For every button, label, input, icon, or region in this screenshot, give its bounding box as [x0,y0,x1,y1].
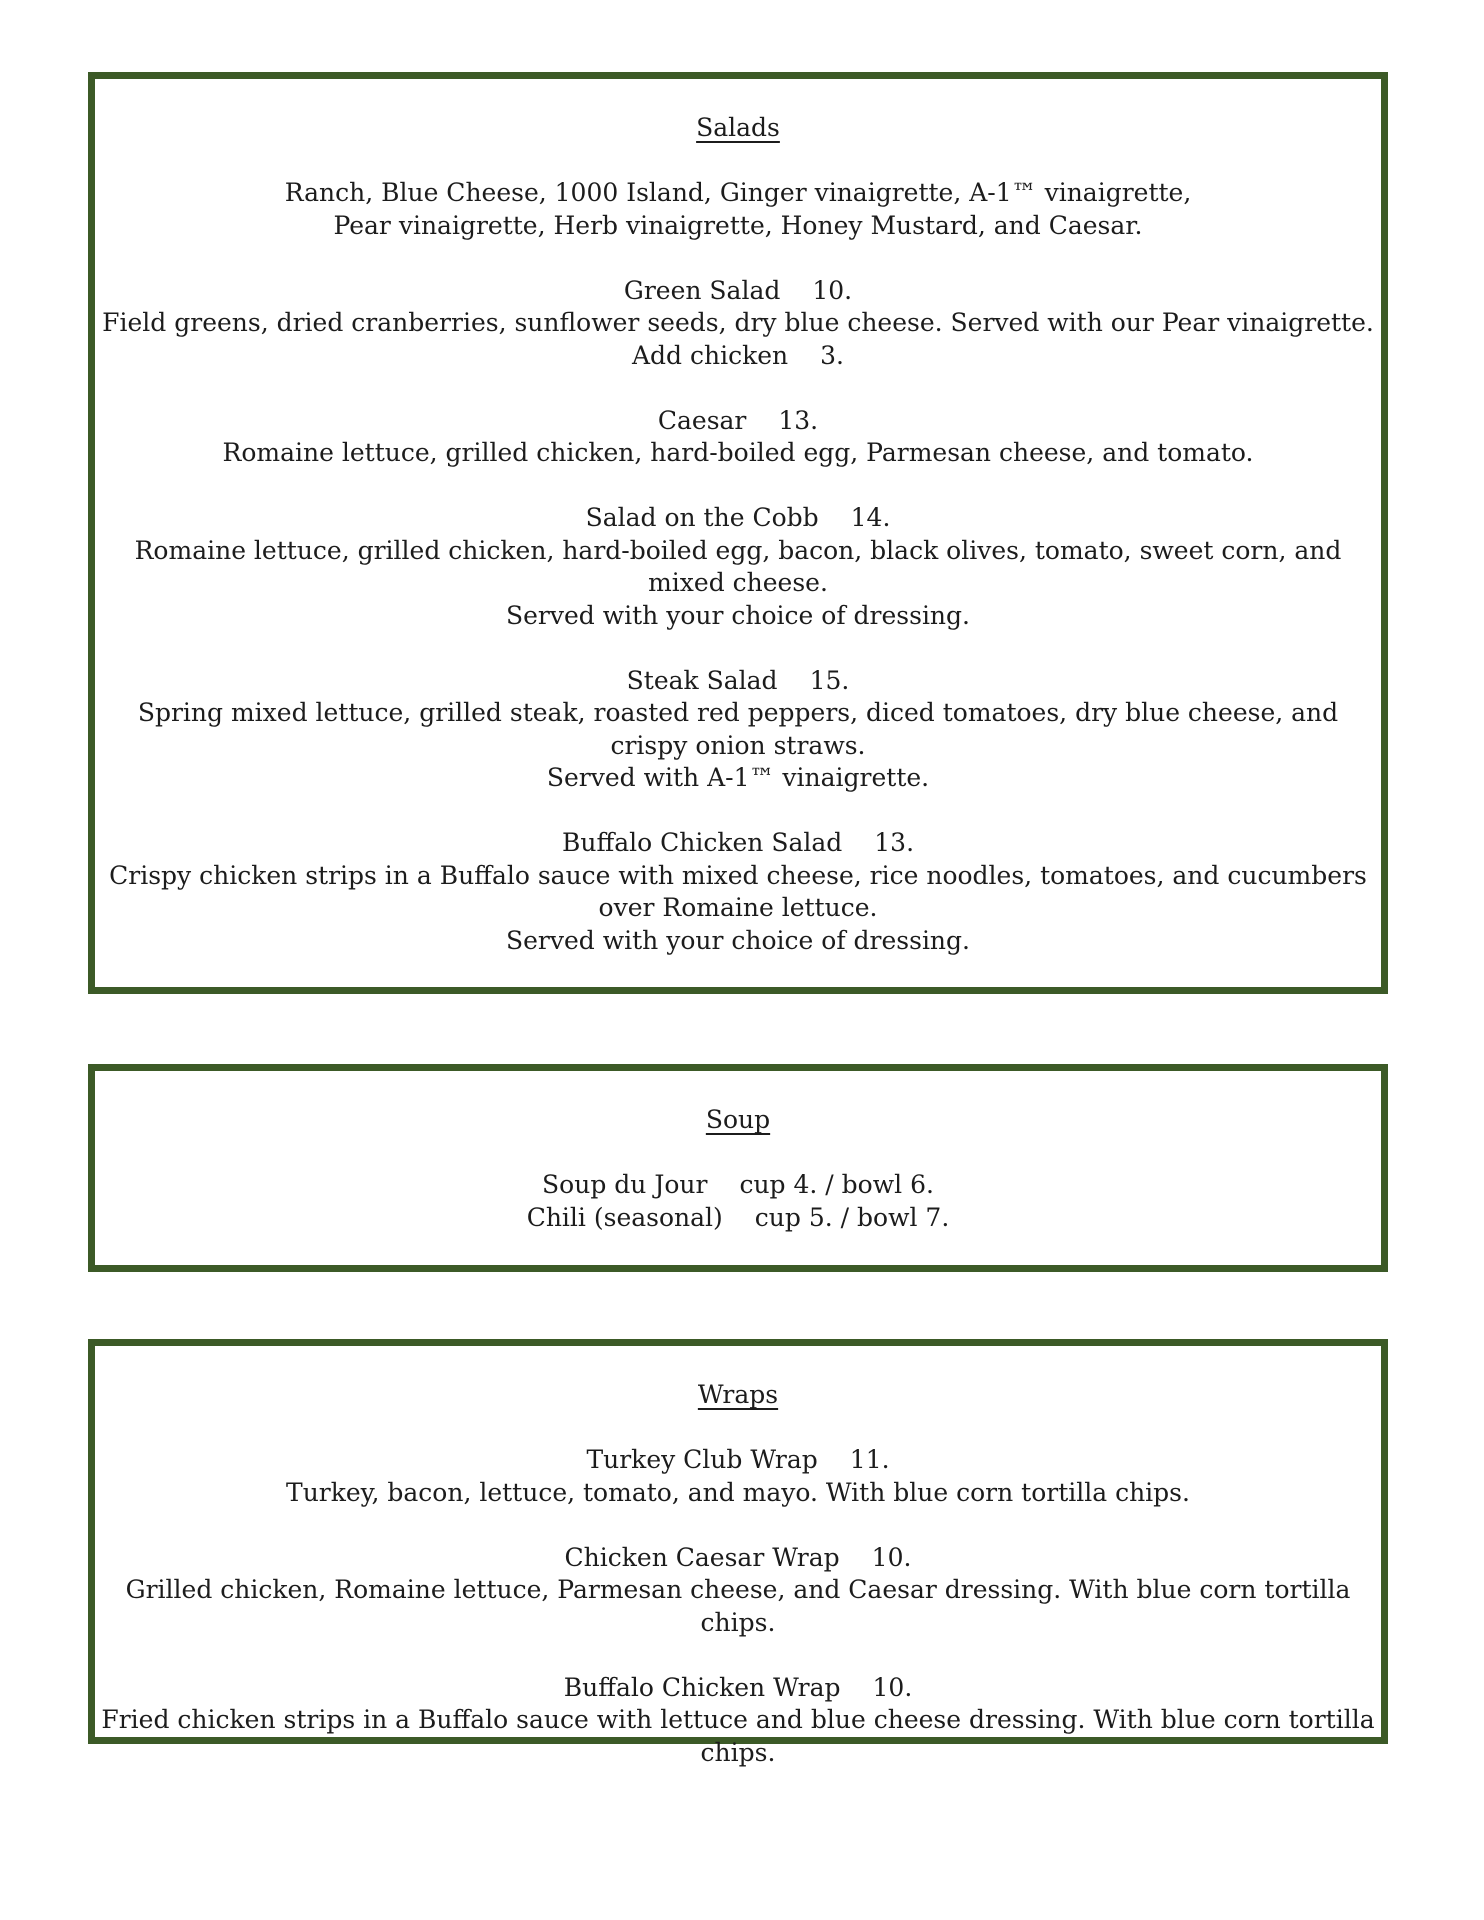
wraps-section [88,1339,1388,1767]
dressings-line-1: Ranch, Blue Cheese, 1000 Island, Ginger vinaigrette, A-1™ vinaigrette, [284,178,1192,207]
salads-section [88,72,1388,994]
item-name: Buffalo Chicken Wrap [563,1672,841,1702]
menu-item-chicken-caesar-wrap [95,1542,1381,1640]
item-description: Turkey, bacon, lettuce, tomato, and mayo. With blue corn tortilla chips. [286,1477,1190,1507]
soup-section [88,1064,1388,1272]
item-description: Romaine lettuce, grilled chicken, hard-boiled egg, bacon, black olives, tomato, sweet corn, and mixed cheese. [134,535,1342,597]
item-price: 10. [812,275,853,305]
item-extra-price: 3. [820,340,844,370]
menu-item-turkey-club-wrap [95,1444,1381,1509]
item-extra: Add chicken [631,340,789,370]
item-name: Chicken Caesar Wrap [564,1542,840,1572]
item-price: 10. [872,1672,913,1702]
item-name: Turkey Club Wrap [586,1445,818,1474]
item-name: Green Salad [623,275,781,305]
item-price: 13. [874,828,915,857]
wraps-title: Wraps [697,1380,779,1409]
item-name: Salad on the Cobb [585,503,819,532]
item-name: Buffalo Chicken Salad [561,828,843,857]
item-price: cup 4. / bowl 6. [739,1170,934,1199]
item-name: Caesar [657,405,747,435]
item-description: Field greens, dried cranberries, sunflower seeds, dry blue cheese. Served with our Pear vinaigrette. [102,308,1374,337]
menu-item-chili [95,1202,1381,1235]
menu-item-buffalo-chicken-wrap [95,1672,1381,1770]
item-name: Soup du Jour [542,1170,708,1199]
item-price: 11. [849,1445,890,1474]
item-name: Steak Salad [626,665,778,695]
item-note: Served with A-1™ vinaigrette. [546,763,930,792]
menu-item-salad-on-the-cobb [95,502,1381,632]
item-price: 15. [809,665,850,695]
item-note: Served with your choice of dressing. [505,600,970,630]
dressings-line-2: Pear vinaigrette, Herb vinaigrette, Honey Mustard, and Caesar. [333,210,1143,240]
item-description: Crispy chicken strips in a Buffalo sauce with mixed cheese, rice noodles, tomatoes, and cucumbers over Romaine lettuce. [109,860,1367,922]
item-description: Spring mixed lettuce, grilled steak, roasted red peppers, diced tomatoes, dry blue cheese, and crispy onion straws. [137,698,1339,760]
menu-item-soup-du-jour [95,1169,1381,1202]
item-price: cup 5. / bowl 7. [754,1202,950,1232]
menu-item-green-salad [95,275,1381,373]
item-note: Served with your choice of dressing. [505,925,970,955]
menu-item-steak-salad [95,665,1381,795]
menu-item-caesar [95,405,1381,470]
item-description: Fried chicken strips in a Buffalo sauce with lettuce and blue cheese dressing. With blue corn tortilla chips. [101,1705,1375,1767]
salads-title: Salads [696,113,780,142]
item-price: 13. [778,405,819,435]
item-description: Romaine lettuce, grilled chicken, hard-boiled egg, Parmesan cheese, and tomato. [222,438,1254,467]
menu-item-buffalo-chicken-salad [95,827,1381,957]
soup-title: Soup [705,1105,771,1134]
item-description: Grilled chicken, Romaine lettuce, Parmesan cheese, and Caesar dressing. With blue corn tortilla chips. [125,1575,1351,1637]
item-price: 14. [850,503,891,532]
item-price: 10. [871,1542,912,1572]
item-name: Chili (seasonal) [526,1202,723,1232]
